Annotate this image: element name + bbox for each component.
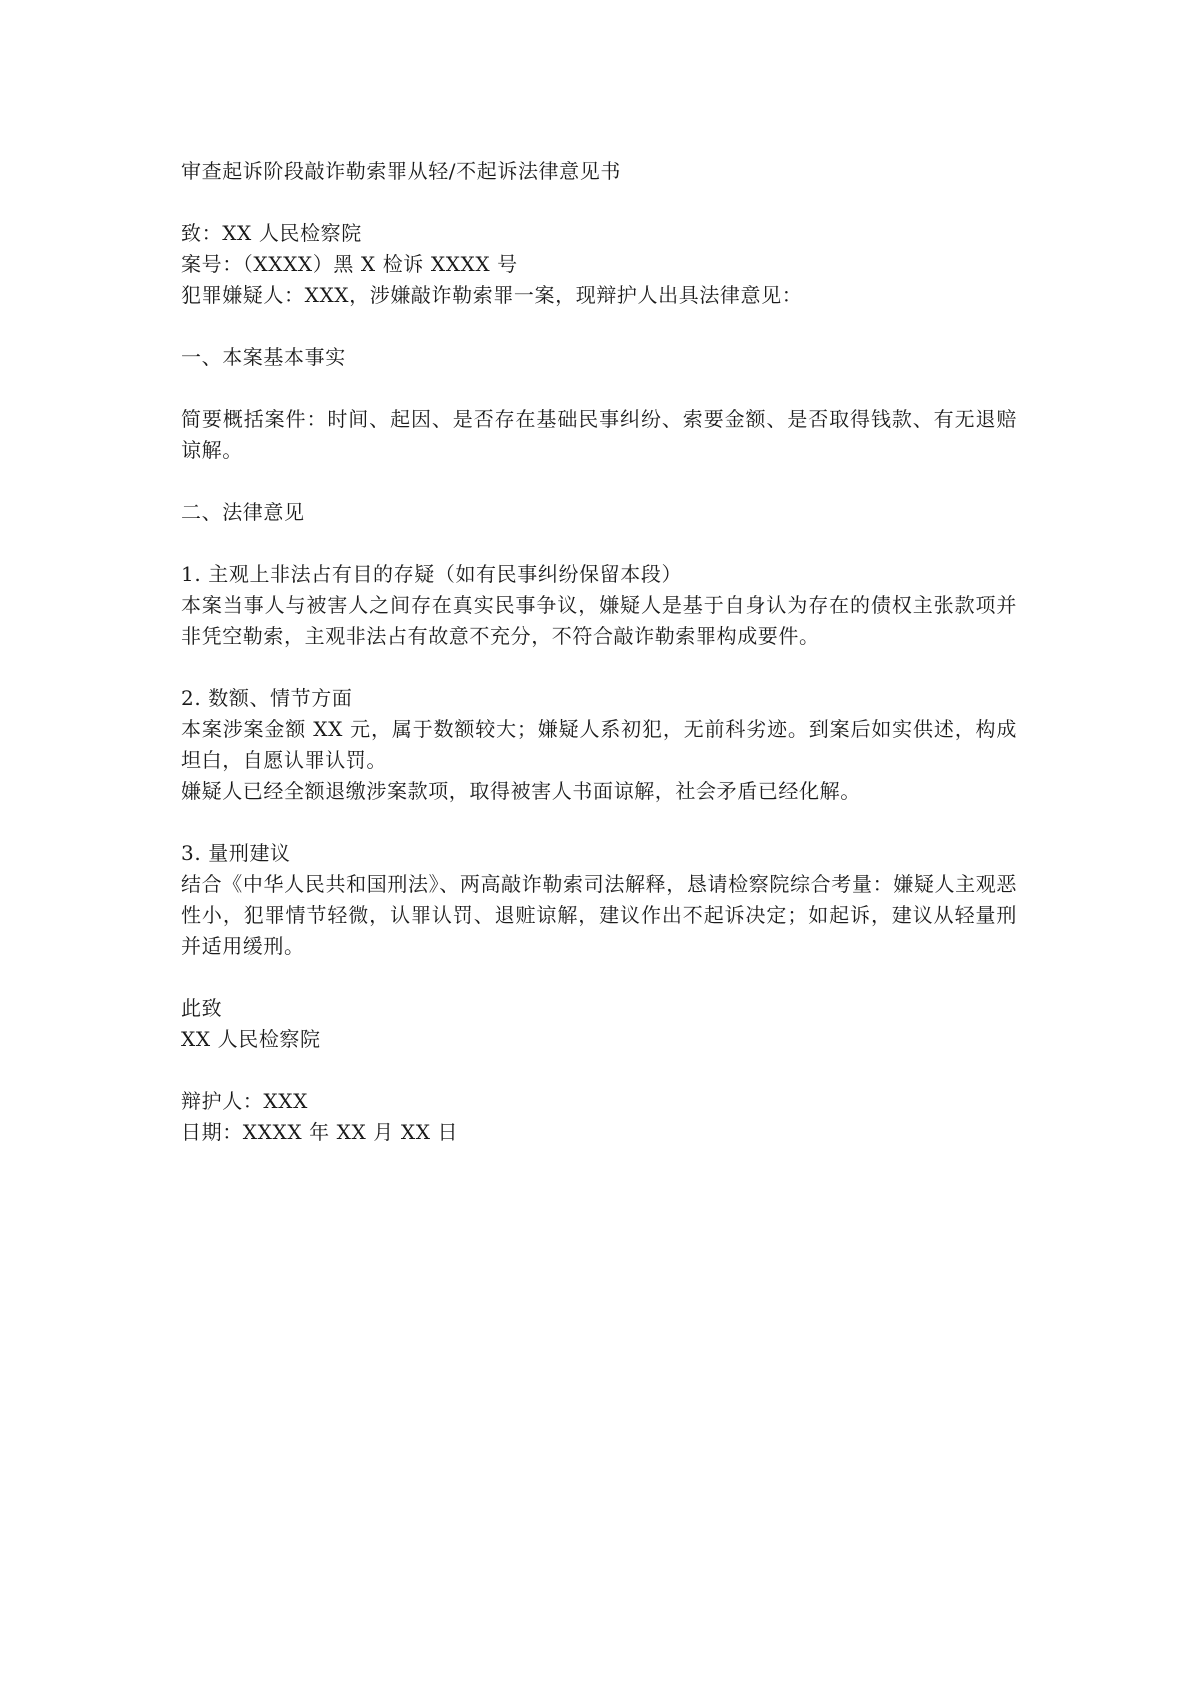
spacer <box>181 962 1017 993</box>
legal-opinion-page <box>181 156 1017 1148</box>
point-2-heading: 2. 数额、情节方面 <box>181 686 353 710</box>
point-2-body: 本案涉案金额 XX 元，属于数额较大；嫌疑人系初犯，无前科劣迹。到案后如实供述，构成坦白，自愿认罪认罚。 <box>181 717 1017 772</box>
spacer <box>181 373 1017 404</box>
spacer <box>181 807 1017 838</box>
spacer <box>181 311 1017 342</box>
point-3-body: 结合《中华人民共和国刑法》、两高敲诈勒索司法解释，恳请检察院综合考量：嫌疑人主观恶性小，犯罪情节轻微，认罪认罚、退赃谅解，建议作出不起诉决定；如起诉，建议从轻量刑并适用缓刑。 <box>181 872 1017 958</box>
point-3-heading: 3. 量刑建议 <box>181 841 291 865</box>
case-number-line: 案号：（XXXX）黑 X 检诉 XXXX 号 <box>181 252 518 276</box>
section-1-body: 简要概括案件：时间、起因、是否存在基础民事纠纷、索要金额、是否取得钱款、有无退赔谅解。 <box>181 407 1017 462</box>
document-date: 日期：XXXX 年 XX 月 XX 日 <box>181 1120 459 1144</box>
spacer <box>181 466 1017 497</box>
spacer <box>181 652 1017 683</box>
spacer <box>181 1055 1017 1086</box>
closing-addressee: XX 人民检察院 <box>181 1027 321 1051</box>
point-2-body-continued: 嫌疑人已经全额退缴涉案款项，取得被害人书面谅解，社会矛盾已经化解。 <box>181 779 861 803</box>
closing-salutation: 此致 <box>181 996 223 1020</box>
spacer <box>181 528 1017 559</box>
spacer <box>181 187 1017 218</box>
section-1-heading: 一、本案基本事实 <box>181 345 346 369</box>
point-1-heading: 1. 主观上非法占有目的存疑（如有民事纠纷保留本段） <box>181 562 683 586</box>
document-title: 审查起诉阶段敲诈勒索罪从轻/不起诉法律意见书 <box>181 159 621 183</box>
recipient-line: 致：XX 人民检察院 <box>181 221 362 245</box>
point-1-body: 本案当事人与被害人之间存在真实民事争议，嫌疑人是基于自身认为存在的债权主张款项并非凭空勒索，主观非法占有故意不充分，不符合敲诈勒索罪构成要件。 <box>181 593 1017 648</box>
defender-signature: 辩护人：XXX <box>181 1089 308 1113</box>
section-2-heading: 二、法律意见 <box>181 500 305 524</box>
suspect-intro-line: 犯罪嫌疑人：XXX，涉嫌敲诈勒索罪一案，现辩护人出具法律意见： <box>181 283 803 307</box>
